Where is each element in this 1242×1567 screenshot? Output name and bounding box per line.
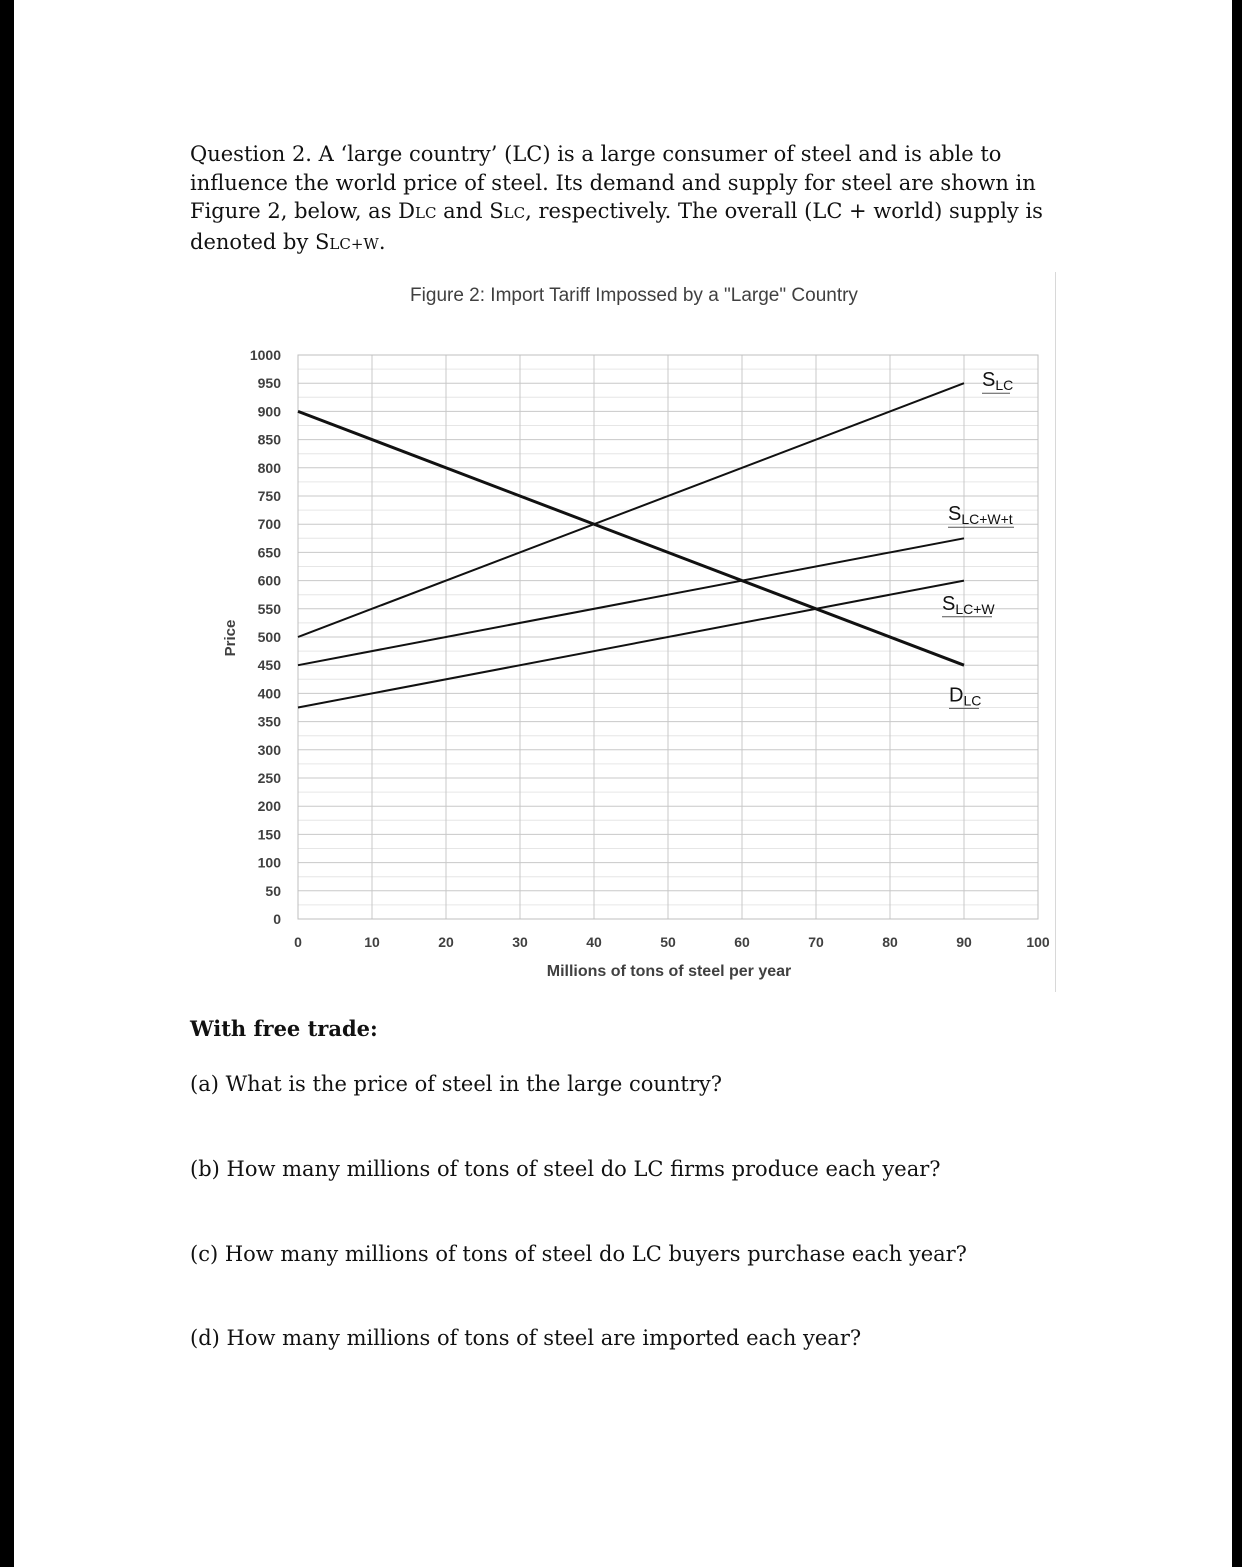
y-tick-label: 850 (257, 431, 281, 448)
y-tick-label: 300 (257, 741, 281, 758)
question-a: (a) What is the price of steel in the large country? (190, 1072, 723, 1096)
document-page (14, 0, 1232, 1567)
x-tick-label: 80 (882, 934, 898, 950)
y-tick-label: 400 (257, 685, 281, 702)
y-tick-label: 950 (257, 375, 281, 392)
y-tick-label: 550 (257, 600, 281, 617)
y-tick-label: 50 (265, 882, 281, 899)
x-tick-label: 90 (956, 934, 972, 950)
y-tick-label: 650 (257, 544, 281, 561)
y-tick-label: 200 (257, 798, 281, 815)
y-axis-label: Price (222, 619, 239, 657)
intro-sub-slc: LC (503, 204, 526, 222)
y-tick-label: 750 (257, 488, 281, 504)
chart-title: Figure 2: Import Tariff Impossed by a "Large" Country (410, 285, 858, 306)
y-tick-label: 100 (257, 854, 281, 871)
y-tick-label: 1000 (249, 347, 281, 363)
y-tick-label: 250 (257, 770, 281, 786)
x-tick-label: 30 (512, 934, 528, 950)
intro-text-3: , respectively. The overall (LC + world) supply is denoted by S (190, 199, 1043, 254)
series-label-s-lc-w-t: SLC+W+t (948, 503, 1013, 528)
x-tick-label: 20 (438, 934, 454, 950)
x-tick-label: 10 (364, 934, 380, 950)
series-label-s-lc-w: SLC+W (942, 592, 995, 617)
intro-sub-slcw: LC+W (329, 234, 379, 253)
intro-text-1: Question 2. A ‘large country’ (LC) is a large consumer of steel and is able to influence the world price of steel. Its demand and supply for steel are shown in Figure 2, below, as D (190, 142, 1036, 223)
x-axis-label: Millions of tons of steel per year (546, 963, 792, 980)
x-tick-label: 40 (586, 934, 602, 950)
x-tick-label: 50 (660, 934, 676, 950)
question-intro (190, 140, 1080, 258)
y-tick-label: 150 (257, 826, 281, 843)
x-tick-label: 60 (734, 934, 750, 950)
y-tick-label: 500 (257, 629, 281, 645)
y-tick-label: 900 (257, 403, 281, 420)
y-tick-label: 0 (273, 911, 281, 927)
figure-2 (193, 272, 1056, 992)
x-tick-label: 70 (808, 934, 824, 950)
question-b: (b) How many millions of tons of steel do LC firms produce each year? (190, 1157, 941, 1181)
intro-text-2: and S (436, 199, 504, 223)
intro-text-4: . (378, 229, 386, 254)
y-tick-label: 800 (257, 459, 281, 476)
y-tick-label: 450 (257, 657, 281, 674)
y-tick-label: 350 (257, 713, 281, 730)
series-label-s-lc: SLC (982, 369, 1014, 394)
x-tick-label: 100 (1026, 934, 1050, 950)
question-d: (d) How many millions of tons of steel are imported each year? (190, 1326, 862, 1350)
x-tick-label: 0 (294, 934, 302, 950)
y-tick-label: 700 (257, 516, 281, 533)
supply-demand-chart (193, 272, 1056, 992)
question-c: (c) How many millions of tons of steel do LC buyers purchase each year? (190, 1242, 967, 1266)
series-label-d-lc: DLC (949, 684, 982, 709)
free-trade-heading: With free trade: (190, 1016, 378, 1041)
y-tick-label: 600 (257, 572, 281, 589)
intro-sub-dlc: LC (414, 204, 437, 222)
